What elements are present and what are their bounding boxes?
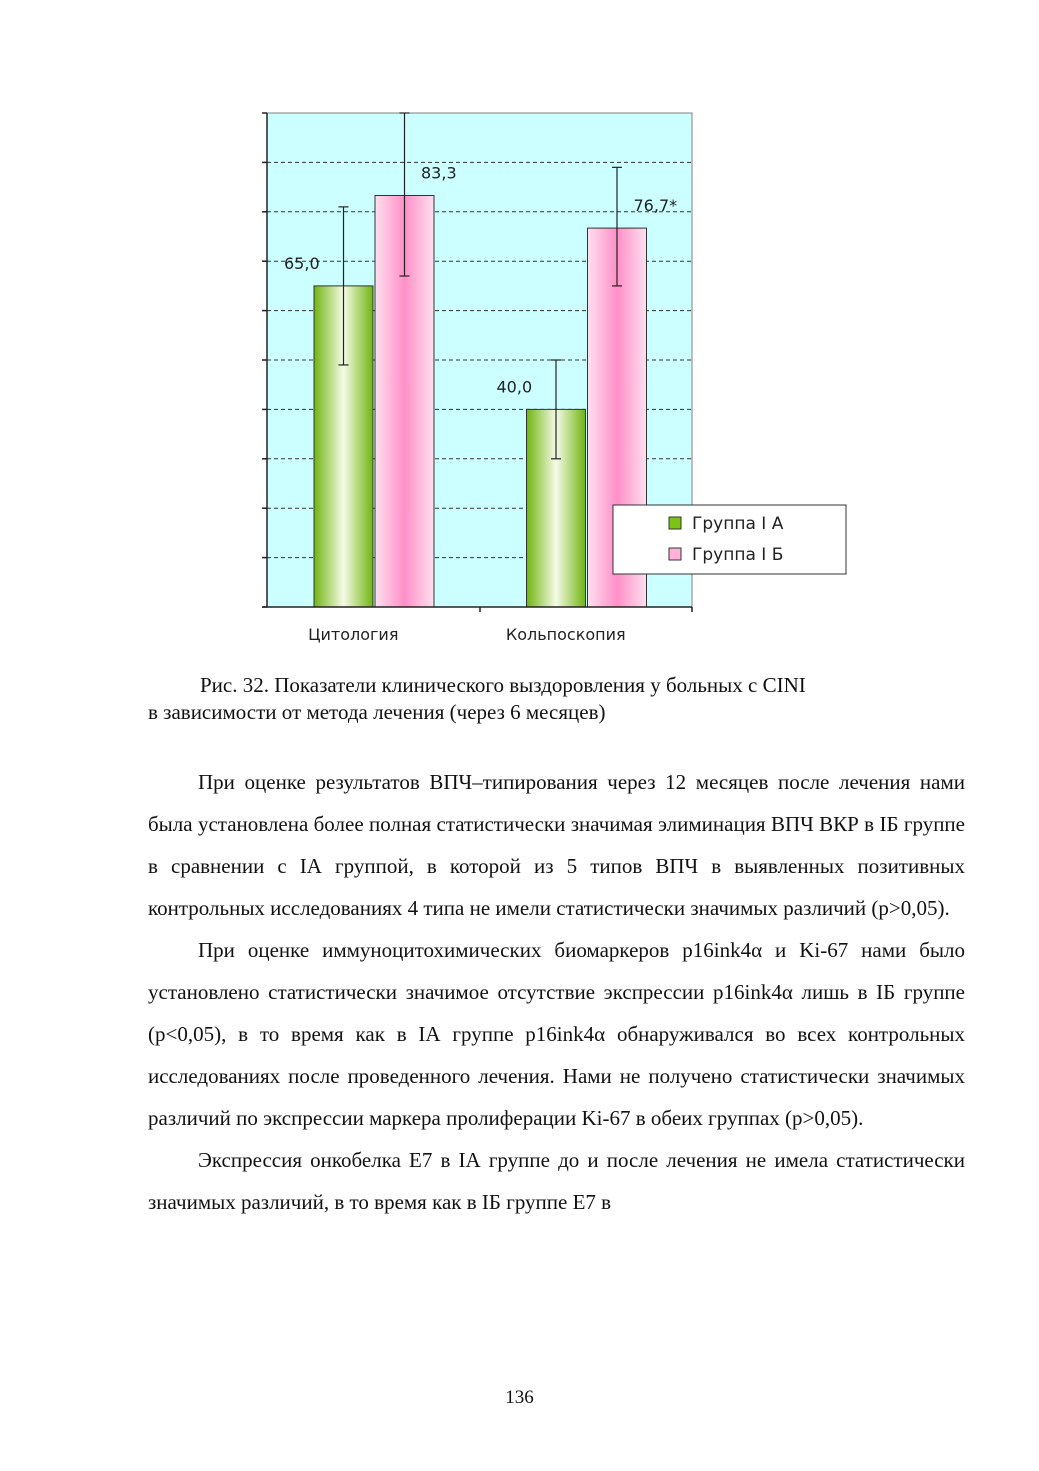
caption-line-2: в зависимости от метода лечения (через 6 месяцев) [148,700,606,724]
caption-line-1: Рис. 32. Показатели клинического выздоровления у больных с CINI [200,673,806,697]
legend [613,505,846,574]
bar-chart [0,0,1039,660]
legend-label-group-ib: Группа I Б [692,545,784,565]
data-label: 65,0 [284,253,320,273]
legend-swatch-group-ia [669,517,681,529]
x-tick-labels [308,625,626,644]
data-label: 83,3 [421,163,457,183]
paragraph: Экспрессия онкобелка Е7 в IА группе до и после лечения не имела статистически значимых различий, в то время как в IБ группе Е7 в [148,1148,965,1214]
page-number: 136 [505,1387,534,1408]
data-label: 40,0 [496,377,533,397]
paragraph: При оценке иммуноцитохимических биомаркеров p16ink4α и Ki-67 нами было установлено статистически значимое отсутствие экспрессии p16ink4α лишь в IБ группе (р<0,05), в то время как в IА группе p16ink4α обнаруживался во всех контрольных исследованиях после проведенного лечения. Нами не получено статистически значимых различий по экспрессии маркера пролиферации Ki-67 в обеих группах (р>0,05). [148,938,965,1130]
legend-swatch-group-ib [669,548,681,560]
legend-label-group-ia: Группа I А [692,514,784,534]
x-tick-label: Кольпоскопия [505,625,626,644]
paragraph: При оценке результатов ВПЧ–типирования через 12 месяцев после лечения нами была установлена более полная статистически значимая элиминация ВПЧ ВКР в IБ группе в сравнении с IА группой, в которой из 5 типов ВПЧ в выявленных позитивных контрольных исследованиях 4 типа не имели статистически значимых различий (р>0,05). [148,770,965,920]
body-text [148,761,965,1223]
x-tick-label: Цитология [308,625,399,644]
figure-caption [148,672,928,726]
data-label: 76,7* [633,196,678,216]
